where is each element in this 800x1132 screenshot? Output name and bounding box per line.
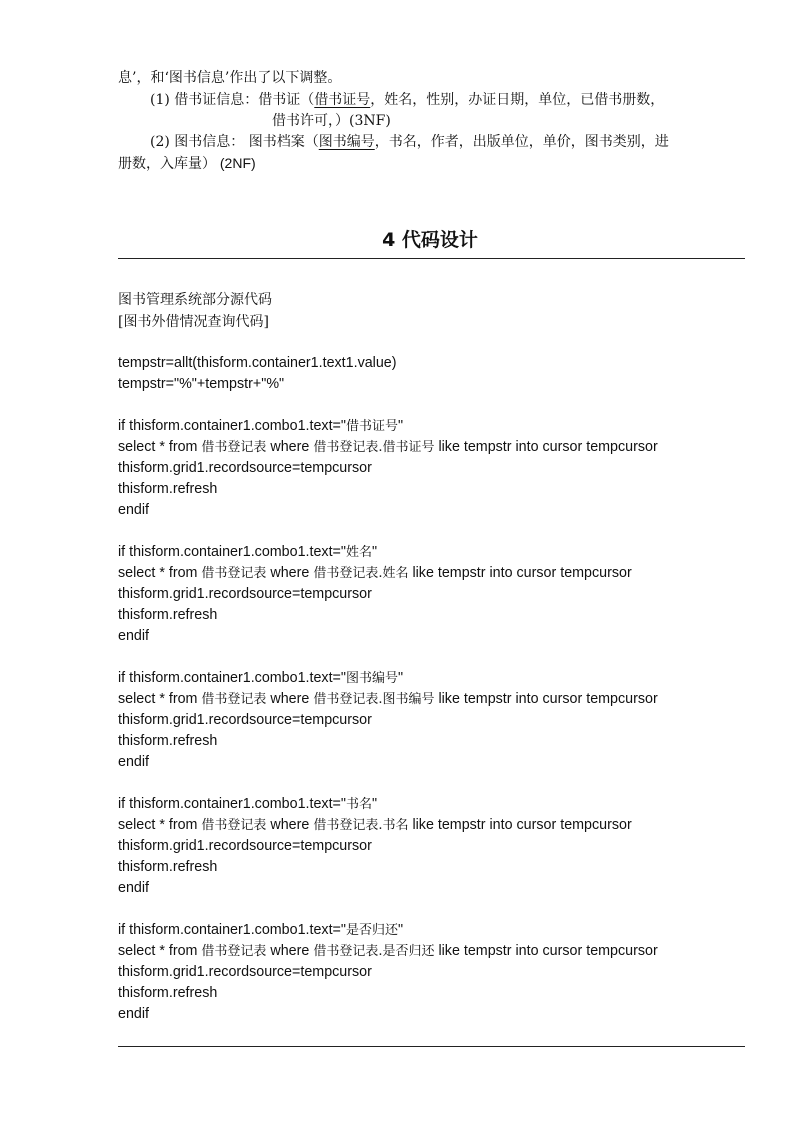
code-select-line xyxy=(118,563,658,584)
code-text: like tempstr into cursor tempcursor xyxy=(434,439,658,455)
code-text: " xyxy=(398,418,404,434)
code-block xyxy=(118,416,658,521)
list-item-book-info-continued xyxy=(118,153,256,174)
code-text: where xyxy=(266,691,314,707)
code-line: endif xyxy=(118,502,150,518)
code-line: thisform.refresh xyxy=(118,481,218,497)
code-qualified-field: 借书登记表.图书编号 xyxy=(313,692,435,707)
primary-key-card-number: 借书证号 xyxy=(314,92,371,108)
source-heading: 图书管理系统部分源代码 xyxy=(118,292,272,308)
code-text: " xyxy=(398,922,404,938)
code-if-line xyxy=(118,416,658,437)
code-select-line xyxy=(118,941,658,962)
code-text: like tempstr into cursor tempcursor xyxy=(408,565,632,581)
source-subheading: [图书外借情况查询代码] xyxy=(118,314,269,330)
code-listing xyxy=(118,353,658,1025)
code-field-name: 姓名 xyxy=(345,545,372,560)
code-text: select * from xyxy=(118,817,202,833)
code-table-name: 借书登记表 xyxy=(201,692,267,707)
code-text: " xyxy=(372,796,378,812)
code-text: if thisform.container1.combo1.text=" xyxy=(118,796,346,812)
item-fields: ，姓名，性别，办证日期，单位，已借书册数， xyxy=(370,92,665,108)
code-line: endif xyxy=(118,880,150,896)
code-field-name: 书名 xyxy=(345,797,372,812)
code-select-line xyxy=(118,815,658,836)
item-fields: ，书名，作者，出版单位，单价，图书类别，进 xyxy=(374,134,669,150)
code-line: endif xyxy=(118,628,150,644)
code-text: select * from xyxy=(118,439,202,455)
code-if-line xyxy=(118,920,658,941)
code-line: tempstr="%"+tempstr+"%" xyxy=(118,376,285,392)
code-text: where xyxy=(266,439,314,455)
list-item-card-info xyxy=(150,90,664,110)
code-table-name: 借书登记表 xyxy=(201,440,267,455)
code-table-name: 借书登记表 xyxy=(201,818,267,833)
code-select-line xyxy=(118,437,658,458)
section-heading: 4 代码设计 xyxy=(382,229,478,251)
code-line: thisform.refresh xyxy=(118,859,218,875)
code-field-name: 图书编号 xyxy=(345,671,398,686)
code-text: select * from xyxy=(118,565,202,581)
code-qualified-field: 借书登记表.书名 xyxy=(313,818,409,833)
code-line: endif xyxy=(118,754,150,770)
code-line: thisform.refresh xyxy=(118,607,218,623)
code-line: endif xyxy=(118,1006,150,1022)
normal-form-label: (2NF) xyxy=(216,155,256,171)
code-field-name: 是否归还 xyxy=(345,923,398,938)
code-table-name: 借书登记表 xyxy=(201,566,267,581)
code-qualified-field: 借书登记表.是否归还 xyxy=(313,944,435,959)
code-text: " xyxy=(398,670,404,686)
intro-line: 息’，和‘图书信息’作出了以下调整。 xyxy=(118,70,342,86)
code-line: thisform.refresh xyxy=(118,733,218,749)
section-divider-top xyxy=(118,258,745,259)
code-text: select * from xyxy=(118,943,202,959)
code-text: like tempstr into cursor tempcursor xyxy=(408,817,632,833)
item-label: (2) 图书信息： 图书档案（ xyxy=(150,134,319,150)
code-text: where xyxy=(266,817,314,833)
code-text: if thisform.container1.combo1.text=" xyxy=(118,922,346,938)
code-if-line xyxy=(118,668,658,689)
code-block xyxy=(118,668,658,773)
code-block xyxy=(118,542,658,647)
code-text: select * from xyxy=(118,691,202,707)
code-line: thisform.grid1.recordsource=tempcursor xyxy=(118,838,372,854)
item-label: (1) 借书证信息：借书证（ xyxy=(150,92,315,108)
code-qualified-field: 借书登记表.借书证号 xyxy=(313,440,435,455)
list-item-card-info-continued: 借书许可，）(3NF) xyxy=(272,113,391,129)
code-text: if thisform.container1.combo1.text=" xyxy=(118,418,346,434)
code-qualified-field: 借书登记表.姓名 xyxy=(313,566,409,581)
code-text: where xyxy=(266,943,314,959)
code-line: thisform.grid1.recordsource=tempcursor xyxy=(118,586,372,602)
code-block xyxy=(118,920,658,1025)
code-text: like tempstr into cursor tempcursor xyxy=(434,691,658,707)
primary-key-book-number: 图书编号 xyxy=(318,134,375,150)
item-fields: 册数，入库量） xyxy=(118,156,216,172)
code-line: thisform.grid1.recordsource=tempcursor xyxy=(118,712,372,728)
code-line: thisform.grid1.recordsource=tempcursor xyxy=(118,460,372,476)
code-if-line xyxy=(118,794,658,815)
code-text: if thisform.container1.combo1.text=" xyxy=(118,544,346,560)
list-item-book-info xyxy=(150,132,669,152)
code-select-line xyxy=(118,689,658,710)
code-line: thisform.refresh xyxy=(118,985,218,1001)
code-text: if thisform.container1.combo1.text=" xyxy=(118,670,346,686)
code-line: tempstr=allt(thisform.container1.text1.value) xyxy=(118,355,397,371)
code-table-name: 借书登记表 xyxy=(201,944,267,959)
code-text: like tempstr into cursor tempcursor xyxy=(434,943,658,959)
code-text: " xyxy=(372,544,378,560)
code-field-name: 借书证号 xyxy=(345,419,398,434)
code-if-line xyxy=(118,542,658,563)
code-text: where xyxy=(266,565,314,581)
code-line: thisform.grid1.recordsource=tempcursor xyxy=(118,964,372,980)
page-footer-divider xyxy=(118,1046,745,1047)
code-block xyxy=(118,794,658,899)
